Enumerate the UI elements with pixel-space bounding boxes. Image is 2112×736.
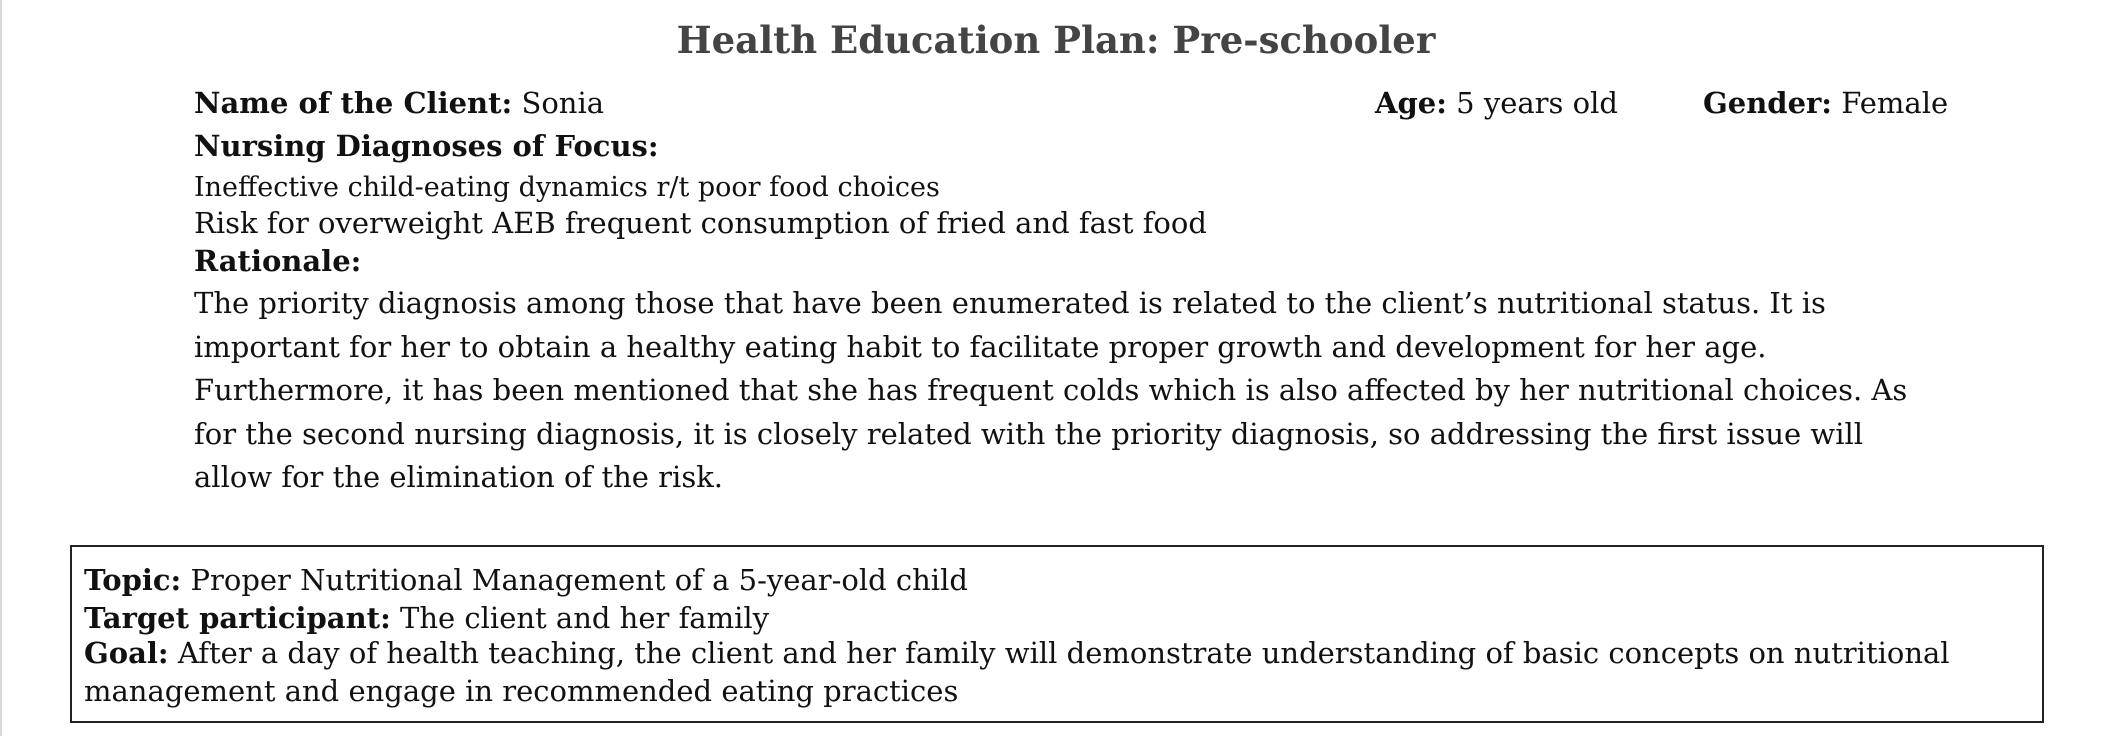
goal-value: After a day of health teaching, the client and her family will demonstrate understanding of basic concepts on nutritional management and engage in recommended eating practices — [84, 636, 1950, 708]
topic-label: Topic: — [84, 563, 182, 597]
page-title: Health Education Plan: Pre-schooler — [676, 18, 1436, 62]
page-edge — [0, 0, 2, 736]
goal-label: Goal: — [84, 636, 169, 670]
client-name-row — [194, 86, 604, 120]
client-age-row — [1375, 86, 1618, 120]
topic-row — [84, 563, 968, 597]
rationale-paragraph: The priority diagnosis among those that have been enumerated is related to the client’s nutritional status. It is important for her to obtain a healthy eating habit to facilitate proper growth and development for her age. Furthermore, it has been mentioned that she has frequent colds which is also affected by her nutritional choices. As for the second nursing diagnosis, it is closely related with the priority diagnosis, so addressing the first issue will allow for the elimination of the risk. — [194, 286, 1908, 494]
client-name-label: Name of the Client: — [194, 86, 513, 120]
rationale-heading: Rationale: — [194, 244, 362, 278]
topic-value: Proper Nutritional Management of a 5-year-old child — [190, 563, 968, 597]
diagnosis-item: Risk for overweight AEB frequent consumption of fried and fast food — [194, 206, 1207, 240]
client-age-label: Age: — [1375, 86, 1447, 120]
client-name-value: Sonia — [521, 86, 605, 120]
goal-row — [84, 635, 2034, 710]
target-participant-label: Target participant: — [84, 601, 391, 635]
client-age-value: 5 years old — [1456, 86, 1618, 120]
target-participant-value: The client and her family — [400, 601, 770, 635]
client-gender-row — [1703, 86, 1948, 120]
plan-summary-box — [70, 545, 2044, 723]
client-gender-value: Female — [1841, 86, 1949, 120]
client-gender-label: Gender: — [1703, 86, 1833, 120]
diagnosis-item: Ineffective child-eating dynamics r/t poor food choices — [194, 172, 940, 203]
target-participant-row — [84, 601, 769, 635]
diagnoses-heading: Nursing Diagnoses of Focus: — [194, 129, 659, 163]
